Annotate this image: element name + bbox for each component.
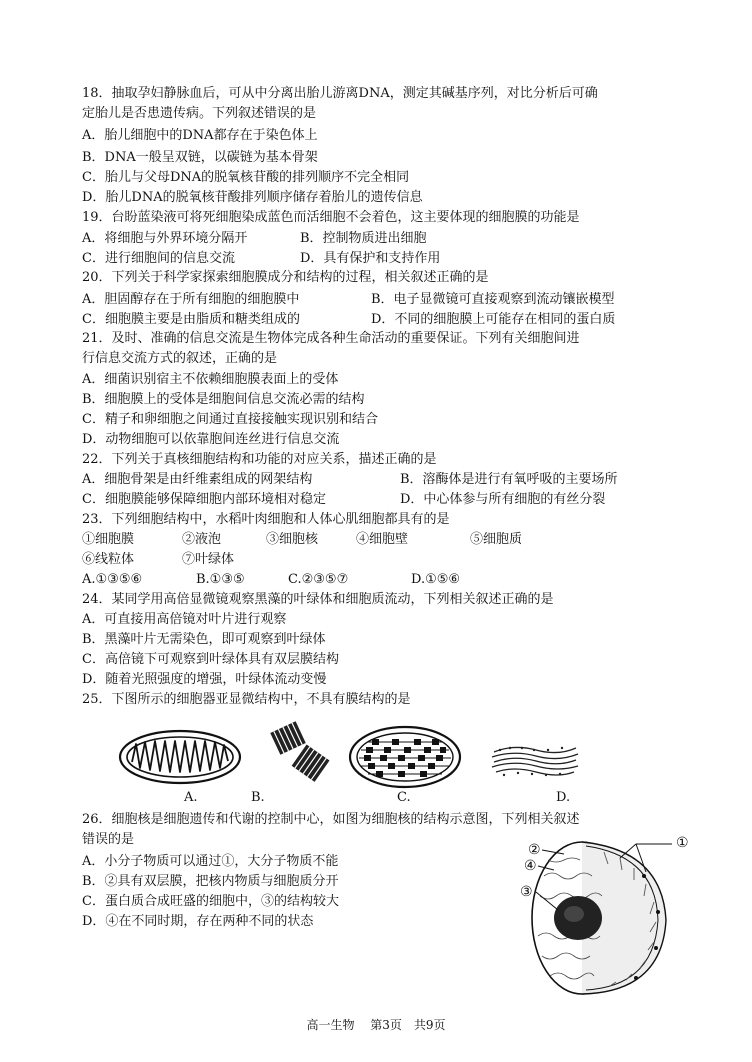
q21-option-a: A．细菌识别宿主不依赖细胞膜表面上的受体	[82, 372, 339, 387]
q23-item-1: ①细胞膜	[82, 532, 135, 547]
q18-stem-line2: 定胎儿是否患遗传病。下列叙述错误的是	[82, 106, 317, 121]
q22-option-b: B．溶酶体是进行有氧呼吸的主要场所	[400, 472, 618, 487]
nucleus-label-3: ③	[520, 884, 533, 900]
q20-options-row1	[82, 290, 682, 309]
q25-stem: 25．下图所示的细胞器亚显微结构中，不具有膜结构的是	[82, 692, 411, 707]
q23-item-3: ③细胞核	[266, 532, 319, 547]
q22-options-row2	[82, 490, 682, 509]
q26-option-a: A．小分子物质可以通过①，大分子物质不能	[82, 854, 339, 869]
q18-option-a: A．胎儿细胞中的DNA都存在于染色体上	[82, 128, 318, 143]
q23-item-5: ⑤细胞质	[470, 532, 523, 547]
q24-option-b: B．黑藻叶片无需染色，即可观察到叶绿体	[82, 632, 326, 647]
q19-options-row1	[82, 229, 682, 248]
q23-option-c: C.②③⑤⑦	[288, 572, 349, 587]
q22-options-row1	[82, 470, 682, 489]
q23-items-row1	[82, 530, 682, 549]
q23-option-b: B.①③⑤	[196, 572, 245, 587]
q22-option-d: D．中心体参与所有细胞的有丝分裂	[400, 492, 606, 507]
q22-stem: 22．下列关于真核细胞结构和功能的对应关系，描述正确的是	[82, 452, 437, 467]
q24-stem: 24．某同学用高倍显微镜观察黑藻的叶绿体和细胞质流动，下列相关叙述正确的是	[82, 592, 554, 607]
q19-options-row2	[82, 249, 682, 268]
q26-option-b: B．②具有双层膜，把核内物质与细胞质分开	[82, 874, 339, 889]
nucleus-figure	[524, 836, 684, 1006]
q23-item-4: ④细胞壁	[356, 532, 409, 547]
q25-label-c: C.	[397, 790, 411, 805]
endoplasmic-reticulum-figure	[490, 742, 580, 780]
q23-item-6: ⑥线粒体	[82, 552, 135, 567]
q19-option-a: A．将细胞与外界环境分隔开	[82, 231, 248, 246]
q20-option-b: B．电子显微镜可直接观察到流动镶嵌模型	[371, 292, 615, 307]
q21-option-d: D．动物细胞可以依靠胞间连丝进行信息交流	[82, 432, 340, 447]
q18-stem-line1: 18．抽取孕妇静脉血后，可从中分离出胎儿游离DNA，测定其碱基序列，对比分析后可确	[82, 86, 598, 101]
q20-stem: 20．下列关于科学家探索细胞膜成分和结构的过程，相关叙述正确的是	[82, 270, 489, 285]
q20-options-row2	[82, 310, 682, 329]
q24-option-c: C．高倍镜下可观察到叶绿体具有双层膜结构	[82, 652, 339, 667]
q21-stem-line1: 21．及时、准确的信息交流是生物体完成各种生命活动的重要保证。下列有关细胞间进	[82, 331, 580, 346]
q23-options-row	[82, 570, 682, 589]
q26-stem-line1: 26．细胞核是细胞遗传和代谢的控制中心，如图为细胞核的结构示意图，下列相关叙述	[82, 812, 580, 827]
q20-option-d: D．不同的细胞膜上可能存在相同的蛋白质	[371, 312, 616, 327]
q21-stem-line2: 行信息交流方式的叙述，正确的是	[82, 351, 278, 366]
q23-option-a: A.①③⑤⑥	[82, 572, 143, 587]
q22-option-a: A．细胞骨架是由纤维素组成的网架结构	[82, 472, 313, 487]
nucleus-label-1: ①	[676, 835, 689, 851]
mitochondrion-figure	[118, 728, 242, 786]
q20-option-c: C．细胞膜主要是由脂质和糖类组成的	[82, 312, 300, 327]
q24-option-a: A．可直接用高倍镜对叶片进行观察	[82, 612, 287, 627]
page-footer: 高一生物 第3页 共9页	[306, 1018, 446, 1032]
q26-stem-line2: 错误的是	[82, 832, 135, 847]
q23-stem: 23．下列细胞结构中，水稻叶肉细胞和人体心肌细胞都具有的是	[82, 512, 450, 527]
q18-option-b: B．DNA一般呈双链，以碳链为基本骨架	[82, 150, 318, 165]
nucleus-label-4: ④	[524, 858, 537, 874]
q20-option-a: A．胆固醇存在于所有细胞的细胞膜中	[82, 292, 300, 307]
q26-option-c: C．蛋白质合成旺盛的细胞中，③的结构较大	[82, 894, 339, 909]
q19-option-c: C．进行细胞间的信息交流	[82, 251, 235, 266]
chloroplast-figure	[348, 724, 462, 790]
q22-option-c: C．细胞膜能够保障细胞内部环境相对稳定	[82, 492, 326, 507]
q26-option-d: D．④在不同时期，存在两种不同的状态	[82, 914, 314, 929]
nucleus-label-2: ②	[528, 842, 541, 858]
q23-option-d: D.①⑤⑥	[411, 572, 461, 587]
q25-label-d: D.	[556, 790, 571, 805]
q21-option-b: B．细胞膜上的受体是细胞间信息交流必需的结构	[82, 392, 365, 407]
q24-option-d: D．随着光照强度的增强，叶绿体流动变慢	[82, 672, 327, 687]
q23-item-2: ②液泡	[182, 532, 222, 547]
q23-item-7: ⑦叶绿体	[182, 552, 235, 567]
q19-option-b: B．控制物质进出细胞	[300, 231, 427, 246]
q25-label-b: B.	[251, 790, 265, 805]
centrosome-figure	[270, 718, 332, 784]
q19-option-d: D．具有保护和支持作用	[300, 251, 441, 266]
q25-label-a: A.	[184, 790, 198, 805]
q18-option-c: C．胎儿与父母DNA的脱氧核苷酸的排列顺序不完全相同	[82, 170, 410, 185]
q19-stem: 19．台盼蓝染液可将死细胞染成蓝色而活细胞不会着色，这主要体现的细胞膜的功能是	[82, 210, 580, 225]
q21-option-c: C．精子和卵细胞之间通过直接接触实现识别和结合	[82, 412, 378, 427]
q18-option-d: D．胎儿DNA的脱氧核苷酸排列顺序储存着胎儿的遗传信息	[82, 190, 423, 205]
q23-items-row2	[82, 550, 682, 569]
